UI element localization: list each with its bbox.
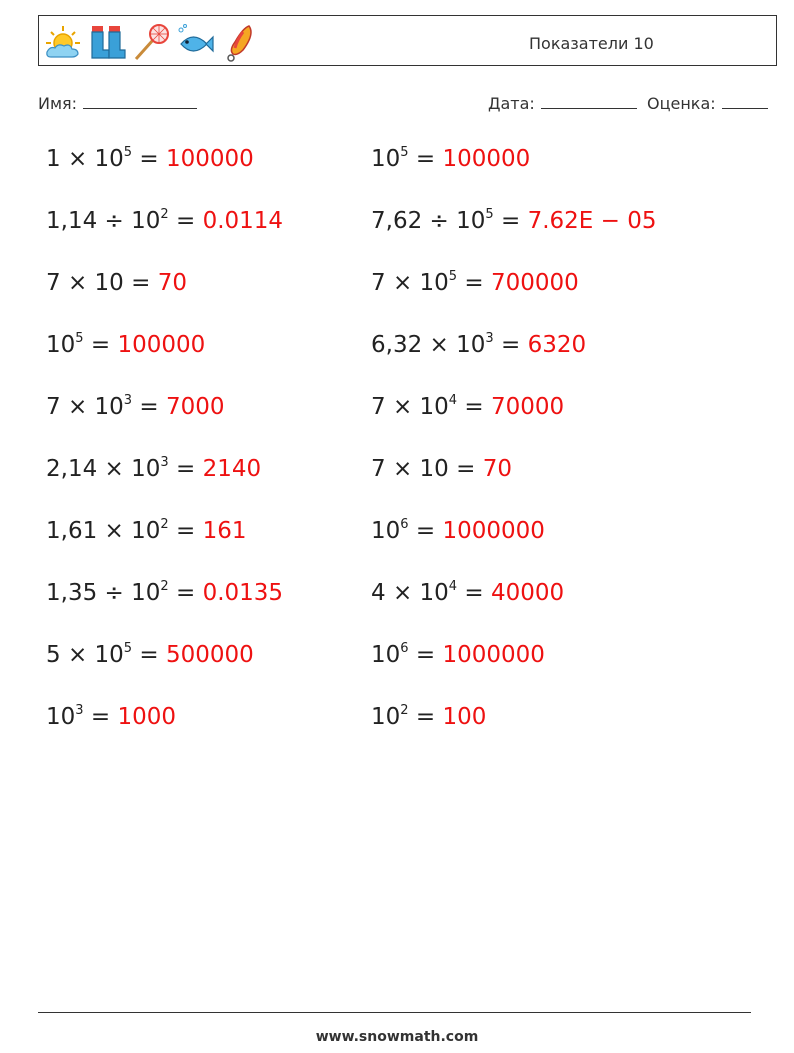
problem-item xyxy=(371,518,545,544)
problem-item xyxy=(371,704,486,730)
problem-expression: 10 xyxy=(371,704,401,730)
problem-expression: 7 × 10 = xyxy=(371,456,483,482)
equals-sign: = xyxy=(168,208,203,234)
problem-expression: 10 xyxy=(46,704,76,730)
answer: 161 xyxy=(202,518,247,544)
boots-icon xyxy=(87,22,127,62)
answer: 7000 xyxy=(165,394,225,420)
problem-expression: 4 × 10 xyxy=(371,580,449,606)
exponent: 5 xyxy=(448,269,458,285)
problem-item xyxy=(46,146,254,172)
name-field xyxy=(38,94,197,113)
worksheet-title: Показатели 10 xyxy=(529,34,654,53)
problem-expression: 1,14 ÷ 10 xyxy=(46,208,161,234)
equals-sign: = xyxy=(132,394,166,420)
problem-item xyxy=(46,394,225,420)
problem-expression: 10 xyxy=(46,332,76,358)
exponent: 5 xyxy=(123,641,133,657)
problem-item xyxy=(46,208,283,234)
equals-sign: = xyxy=(168,580,203,606)
exponent: 5 xyxy=(123,145,133,161)
answer: 0.0135 xyxy=(202,580,284,606)
answer: 100000 xyxy=(117,332,206,358)
problem-expression: 2,14 × 10 xyxy=(46,456,161,482)
problem-item xyxy=(371,146,530,172)
exponent: 6 xyxy=(400,517,409,533)
exponent: 4 xyxy=(448,393,458,409)
header-icons xyxy=(43,22,259,62)
problem-expression: 7 × 10 xyxy=(46,394,124,420)
exponent: 2 xyxy=(160,517,169,533)
answer: 1000000 xyxy=(442,518,545,544)
equals-sign: = xyxy=(457,580,491,606)
grade-field xyxy=(647,94,768,113)
equals-sign: = xyxy=(83,704,118,730)
equals-sign: = xyxy=(132,146,166,172)
answer: 0.0114 xyxy=(202,208,284,234)
exponent: 6 xyxy=(400,641,409,657)
sun-cloud-icon xyxy=(43,22,83,62)
footer-url: www.snowmath.com xyxy=(315,1029,479,1045)
answer: 40000 xyxy=(490,580,565,606)
equals-sign: = xyxy=(168,456,203,482)
problem-item xyxy=(46,580,283,606)
answer: 700000 xyxy=(490,270,579,296)
problem-expression: 5 × 10 xyxy=(46,642,124,668)
equals-sign: = xyxy=(408,704,443,730)
equals-sign: = xyxy=(408,518,443,544)
problem-item xyxy=(371,270,579,296)
equals-sign: = xyxy=(132,642,166,668)
problem-expression: 10 xyxy=(371,642,401,668)
equals-sign: = xyxy=(408,642,443,668)
name-label: Имя: xyxy=(38,94,78,113)
exponent: 4 xyxy=(448,579,458,595)
exponent: 3 xyxy=(123,393,133,409)
problem-expression: 10 xyxy=(371,146,401,172)
answer: 100000 xyxy=(165,146,254,172)
problem-expression: 1 × 10 xyxy=(46,146,124,172)
worksheet-header xyxy=(38,15,777,66)
problem-item xyxy=(46,332,205,358)
answer: 2140 xyxy=(202,456,262,482)
equals-sign: = xyxy=(457,270,491,296)
equals-sign: = xyxy=(168,518,203,544)
answer: 1000 xyxy=(117,704,177,730)
exponent: 5 xyxy=(485,207,494,223)
equals-sign: = xyxy=(493,208,528,234)
problem-expression: 7 × 10 xyxy=(371,394,449,420)
exponent: 2 xyxy=(160,579,169,595)
equals-sign: = xyxy=(493,332,528,358)
problem-expression: 10 xyxy=(371,518,401,544)
fishing-lure-icon xyxy=(219,22,259,62)
problem-item xyxy=(371,394,564,420)
problem-item xyxy=(46,270,187,296)
fishing-net-icon xyxy=(131,22,171,62)
problem-expression: 1,61 × 10 xyxy=(46,518,161,544)
equals-sign: = xyxy=(408,146,443,172)
exponent: 3 xyxy=(485,331,494,347)
answer: 100 xyxy=(442,704,487,730)
problem-expression: 7 × 10 xyxy=(371,270,449,296)
problem-expression: 6,32 × 10 xyxy=(371,332,486,358)
exponent: 3 xyxy=(75,703,84,719)
answer: 6320 xyxy=(527,332,587,358)
problem-item xyxy=(371,456,512,482)
equals-sign: = xyxy=(457,394,491,420)
answer: 100000 xyxy=(442,146,531,172)
problem-item xyxy=(371,580,564,606)
name-blank xyxy=(83,94,197,109)
answer: 500000 xyxy=(165,642,254,668)
problem-item xyxy=(371,642,545,668)
problem-item xyxy=(46,518,246,544)
answer: 70000 xyxy=(490,394,565,420)
problem-item xyxy=(46,704,176,730)
answer: 70 xyxy=(157,270,187,296)
equals-sign: = xyxy=(83,332,118,358)
problem-expression: 7,62 ÷ 10 xyxy=(371,208,486,234)
grade-label: Оценка: xyxy=(647,94,716,113)
answer: 7.62E − 05 xyxy=(527,208,657,234)
answer: 1000000 xyxy=(442,642,545,668)
problem-item xyxy=(371,332,586,358)
exponent: 3 xyxy=(160,455,169,471)
grade-blank xyxy=(722,94,768,109)
date-field xyxy=(488,94,637,113)
problem-expression: 1,35 ÷ 10 xyxy=(46,580,161,606)
exponent: 5 xyxy=(400,145,409,161)
exponent: 2 xyxy=(400,703,409,719)
problem-expression: 7 × 10 = xyxy=(46,270,158,296)
exponent: 2 xyxy=(160,207,169,223)
date-label: Дата: xyxy=(488,94,535,113)
exponent: 5 xyxy=(75,331,84,347)
problem-item xyxy=(46,456,261,482)
date-blank xyxy=(541,94,637,109)
problem-item xyxy=(371,208,656,234)
footer-divider xyxy=(38,1012,751,1013)
problem-item xyxy=(46,642,254,668)
fish-icon xyxy=(175,22,215,62)
answer: 70 xyxy=(482,456,512,482)
